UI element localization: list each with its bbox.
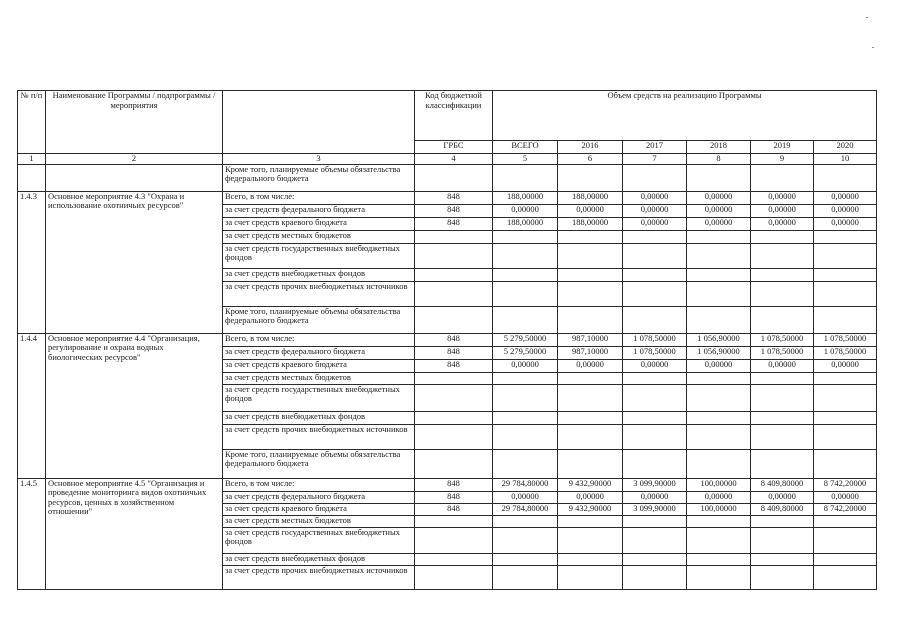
table-cell <box>687 164 751 191</box>
table-cell <box>415 164 493 191</box>
year-value <box>814 449 877 478</box>
year-value: 0,00000 <box>623 359 687 372</box>
year-value: 3 099,90000 <box>623 478 687 491</box>
grbs-code: 848 <box>415 478 493 491</box>
year-value <box>687 268 751 281</box>
scan-speck <box>866 17 868 18</box>
section-name: Основное мероприятие 4.5 "Организация и проведение мониторинга видов охотничьих ресурсов, ценных в хозяйственном отношении" <box>46 478 223 589</box>
section-name: Основное мероприятие 4.4 "Организация, регулирование и охрана водных биологических ресурсов" <box>46 333 223 478</box>
year-value <box>623 230 687 243</box>
header-volume: Объем средств на реализацию Программы <box>493 91 877 141</box>
year-value: 0,00000 <box>814 491 877 503</box>
year-value: 0,00000 <box>623 217 687 230</box>
year-value: 188,00000 <box>558 217 623 230</box>
column-number: 3 <box>223 154 415 165</box>
funding-source: за счет средств прочих внебюджетных источников <box>223 424 415 449</box>
year-value <box>558 449 623 478</box>
year-value: 1 056,90000 <box>687 346 751 359</box>
year-value <box>687 424 751 449</box>
grbs-code <box>415 384 493 411</box>
year-value: 1 078,50000 <box>814 333 877 346</box>
year-value: 0,00000 <box>623 191 687 204</box>
table-cell <box>814 164 877 191</box>
funding-source: Кроме того, планируемые объемы обязательства федерального бюджета <box>223 449 415 478</box>
year-value <box>687 372 751 384</box>
year-value <box>751 281 814 306</box>
year-value <box>814 372 877 384</box>
column-number: 1 <box>18 154 46 165</box>
year-value <box>687 243 751 268</box>
grbs-code <box>415 268 493 281</box>
year-value: 8 409,80000 <box>751 503 814 515</box>
year-value: 1 078,50000 <box>623 346 687 359</box>
year-value <box>751 565 814 589</box>
year-value: 987,10000 <box>558 333 623 346</box>
year-value: 0,00000 <box>814 204 877 217</box>
grbs-code: 848 <box>415 333 493 346</box>
year-value <box>751 411 814 424</box>
year-value <box>751 527 814 553</box>
year-value: 0,00000 <box>751 359 814 372</box>
year-value: 0,00000 <box>751 191 814 204</box>
funding-source: за счет средств государственных внебюджетных фондов <box>223 527 415 553</box>
grbs-code <box>415 449 493 478</box>
year-value: 8 742,20000 <box>814 478 877 491</box>
header-name: Наименование Программы / подпрограммы / мероприятия <box>46 91 223 154</box>
table-cell <box>751 164 814 191</box>
column-number-row <box>18 154 877 165</box>
year-value: 0,00000 <box>814 359 877 372</box>
year-value <box>814 527 877 553</box>
funding-source: за счет средств государственных внебюджетных фондов <box>223 384 415 411</box>
year-value <box>751 230 814 243</box>
funding-source: Кроме того, планируемые объемы обязательства федерального бюджета <box>223 306 415 333</box>
column-number: 10 <box>814 154 877 165</box>
grbs-code: 848 <box>415 191 493 204</box>
funding-source: за счет средств федерального бюджета <box>223 204 415 217</box>
table-cell <box>558 164 623 191</box>
funding-source: за счет средств краевого бюджета <box>223 217 415 230</box>
year-value <box>814 424 877 449</box>
total-value: 0,00000 <box>493 204 558 217</box>
header-row <box>18 91 877 141</box>
year-value <box>623 281 687 306</box>
year-value: 188,00000 <box>558 191 623 204</box>
year-value <box>687 527 751 553</box>
year-value <box>814 411 877 424</box>
year-value <box>558 372 623 384</box>
table-cell <box>623 164 687 191</box>
header-grbs: ГРБС <box>415 141 493 154</box>
year-value <box>751 372 814 384</box>
grbs-code <box>415 306 493 333</box>
total-value <box>493 411 558 424</box>
header-num: № п/п <box>18 91 46 154</box>
funding-source: за счет средств государственных внебюджетных фондов <box>223 243 415 268</box>
year-value <box>814 243 877 268</box>
year-value: 0,00000 <box>687 204 751 217</box>
header-year-2017: 2017 <box>623 141 687 154</box>
year-value: 0,00000 <box>623 204 687 217</box>
total-value <box>493 230 558 243</box>
funding-source: за счет средств местных бюджетов <box>223 230 415 243</box>
total-value <box>493 372 558 384</box>
lead-row <box>18 164 877 191</box>
total-value: 5 279,50000 <box>493 346 558 359</box>
column-number: 6 <box>558 154 623 165</box>
funding-source: Всего, в том числе: <box>223 333 415 346</box>
year-value <box>623 243 687 268</box>
total-value: 29 784,80000 <box>493 503 558 515</box>
grbs-code <box>415 372 493 384</box>
funding-source: Всего, в том числе: <box>223 191 415 204</box>
year-value <box>687 515 751 527</box>
funding-source: за счет средств федерального бюджета <box>223 346 415 359</box>
year-value: 1 078,50000 <box>751 346 814 359</box>
funding-source: за счет средств внебюджетных фондов <box>223 411 415 424</box>
year-value <box>558 565 623 589</box>
year-value <box>751 424 814 449</box>
grbs-code <box>415 424 493 449</box>
total-value <box>493 515 558 527</box>
year-value <box>558 281 623 306</box>
funding-source: за счет средств местных бюджетов <box>223 372 415 384</box>
year-value <box>751 384 814 411</box>
year-value: 3 099,90000 <box>623 503 687 515</box>
grbs-code <box>415 515 493 527</box>
year-value: 0,00000 <box>814 191 877 204</box>
year-value: 8 742,20000 <box>814 503 877 515</box>
total-value <box>493 424 558 449</box>
grbs-code: 848 <box>415 359 493 372</box>
column-number: 2 <box>46 154 223 165</box>
column-number: 8 <box>687 154 751 165</box>
year-value <box>558 411 623 424</box>
table-row <box>18 191 877 204</box>
year-value: 1 078,50000 <box>751 333 814 346</box>
year-value <box>623 424 687 449</box>
total-value <box>493 306 558 333</box>
year-value: 0,00000 <box>687 217 751 230</box>
total-value <box>493 384 558 411</box>
total-value: 188,00000 <box>493 217 558 230</box>
year-value <box>623 384 687 411</box>
funding-source: за счет средств федерального бюджета <box>223 491 415 503</box>
year-value: 1 078,50000 <box>814 346 877 359</box>
year-value: 8 409,80000 <box>751 478 814 491</box>
year-value <box>687 553 751 565</box>
funding-source: Всего, в том числе: <box>223 478 415 491</box>
year-value <box>751 306 814 333</box>
year-value <box>623 565 687 589</box>
year-value: 9 432,90000 <box>558 503 623 515</box>
year-value: 0,00000 <box>751 204 814 217</box>
funding-source: за счет средств краевого бюджета <box>223 503 415 515</box>
year-value <box>751 449 814 478</box>
grbs-code: 848 <box>415 491 493 503</box>
section-code: 1.4.4 <box>18 333 46 478</box>
year-value <box>558 243 623 268</box>
header-source <box>223 91 415 154</box>
column-number: 4 <box>415 154 493 165</box>
year-value <box>751 268 814 281</box>
year-value: 100,00000 <box>687 478 751 491</box>
funding-source: за счет средств прочих внебюджетных источников <box>223 281 415 306</box>
table-row <box>18 478 877 491</box>
section-name: Основное мероприятие 4.3 "Охрана и использование охотничьих ресурсов" <box>46 191 223 333</box>
table-cell <box>18 164 46 191</box>
year-value: 0,00000 <box>687 491 751 503</box>
year-value <box>623 268 687 281</box>
year-value <box>558 553 623 565</box>
year-value <box>687 449 751 478</box>
header-code: Код бюджетной классификации <box>415 91 493 141</box>
total-value <box>493 281 558 306</box>
year-value <box>751 553 814 565</box>
year-value: 9 432,90000 <box>558 478 623 491</box>
total-value: 5 279,50000 <box>493 333 558 346</box>
total-value <box>493 268 558 281</box>
table-cell <box>493 164 558 191</box>
year-value <box>558 306 623 333</box>
section-code: 1.4.3 <box>18 191 46 333</box>
year-value: 1 056,90000 <box>687 333 751 346</box>
year-value <box>751 515 814 527</box>
year-value <box>687 384 751 411</box>
year-value <box>814 515 877 527</box>
year-value <box>687 230 751 243</box>
funding-source: за счет средств внебюджетных фондов <box>223 553 415 565</box>
year-value <box>814 565 877 589</box>
grbs-code: 848 <box>415 346 493 359</box>
grbs-code: 848 <box>415 204 493 217</box>
funding-source: за счет средств внебюджетных фондов <box>223 268 415 281</box>
header-year-2019: 2019 <box>751 141 814 154</box>
year-value <box>623 515 687 527</box>
year-value: 987,10000 <box>558 346 623 359</box>
header-total: ВСЕГО <box>493 141 558 154</box>
year-value <box>814 230 877 243</box>
year-value <box>558 515 623 527</box>
year-value: 0,00000 <box>623 491 687 503</box>
funding-source: Кроме того, планируемые объемы обязательства федерального бюджета <box>223 164 415 191</box>
total-value <box>493 553 558 565</box>
year-value <box>558 424 623 449</box>
grbs-code <box>415 553 493 565</box>
total-value: 188,00000 <box>493 191 558 204</box>
year-value <box>687 565 751 589</box>
column-number: 9 <box>751 154 814 165</box>
year-value <box>814 281 877 306</box>
table-row <box>18 333 877 346</box>
year-value <box>751 243 814 268</box>
year-value: 1 078,50000 <box>623 333 687 346</box>
table-cell <box>46 164 223 191</box>
year-value <box>814 553 877 565</box>
year-value <box>558 527 623 553</box>
grbs-code <box>415 243 493 268</box>
year-value: 0,00000 <box>751 217 814 230</box>
total-value: 0,00000 <box>493 359 558 372</box>
year-value <box>623 527 687 553</box>
year-value <box>687 306 751 333</box>
grbs-code: 848 <box>415 217 493 230</box>
year-value <box>623 372 687 384</box>
year-value: 0,00000 <box>558 491 623 503</box>
year-value: 0,00000 <box>558 204 623 217</box>
budget-table <box>17 90 877 590</box>
grbs-code <box>415 230 493 243</box>
funding-source: за счет средств краевого бюджета <box>223 359 415 372</box>
total-value <box>493 449 558 478</box>
year-value <box>623 553 687 565</box>
column-number: 7 <box>623 154 687 165</box>
section-code: 1.4.5 <box>18 478 46 589</box>
grbs-code <box>415 281 493 306</box>
header-year-2016: 2016 <box>558 141 623 154</box>
total-value <box>493 565 558 589</box>
year-value: 0,00000 <box>751 491 814 503</box>
grbs-code <box>415 565 493 589</box>
year-value <box>623 449 687 478</box>
year-value <box>814 384 877 411</box>
year-value <box>623 411 687 424</box>
grbs-code <box>415 411 493 424</box>
total-value: 0,00000 <box>493 491 558 503</box>
year-value: 0,00000 <box>687 359 751 372</box>
funding-source: за счет средств местных бюджетов <box>223 515 415 527</box>
column-number: 5 <box>493 154 558 165</box>
funding-source: за счет средств прочих внебюджетных источников <box>223 565 415 589</box>
scan-speck <box>872 47 874 48</box>
header-year-2020: 2020 <box>814 141 877 154</box>
year-value <box>558 268 623 281</box>
year-value: 0,00000 <box>558 359 623 372</box>
grbs-code: 848 <box>415 503 493 515</box>
year-value: 0,00000 <box>814 217 877 230</box>
year-value <box>558 384 623 411</box>
year-value <box>558 230 623 243</box>
total-value: 29 784,80000 <box>493 478 558 491</box>
grbs-code <box>415 527 493 553</box>
year-value <box>814 268 877 281</box>
year-value <box>687 411 751 424</box>
year-value <box>687 281 751 306</box>
header-year-2018: 2018 <box>687 141 751 154</box>
total-value <box>493 527 558 553</box>
year-value <box>623 306 687 333</box>
total-value <box>493 243 558 268</box>
year-value <box>814 306 877 333</box>
year-value: 100,00000 <box>687 503 751 515</box>
year-value: 0,00000 <box>687 191 751 204</box>
